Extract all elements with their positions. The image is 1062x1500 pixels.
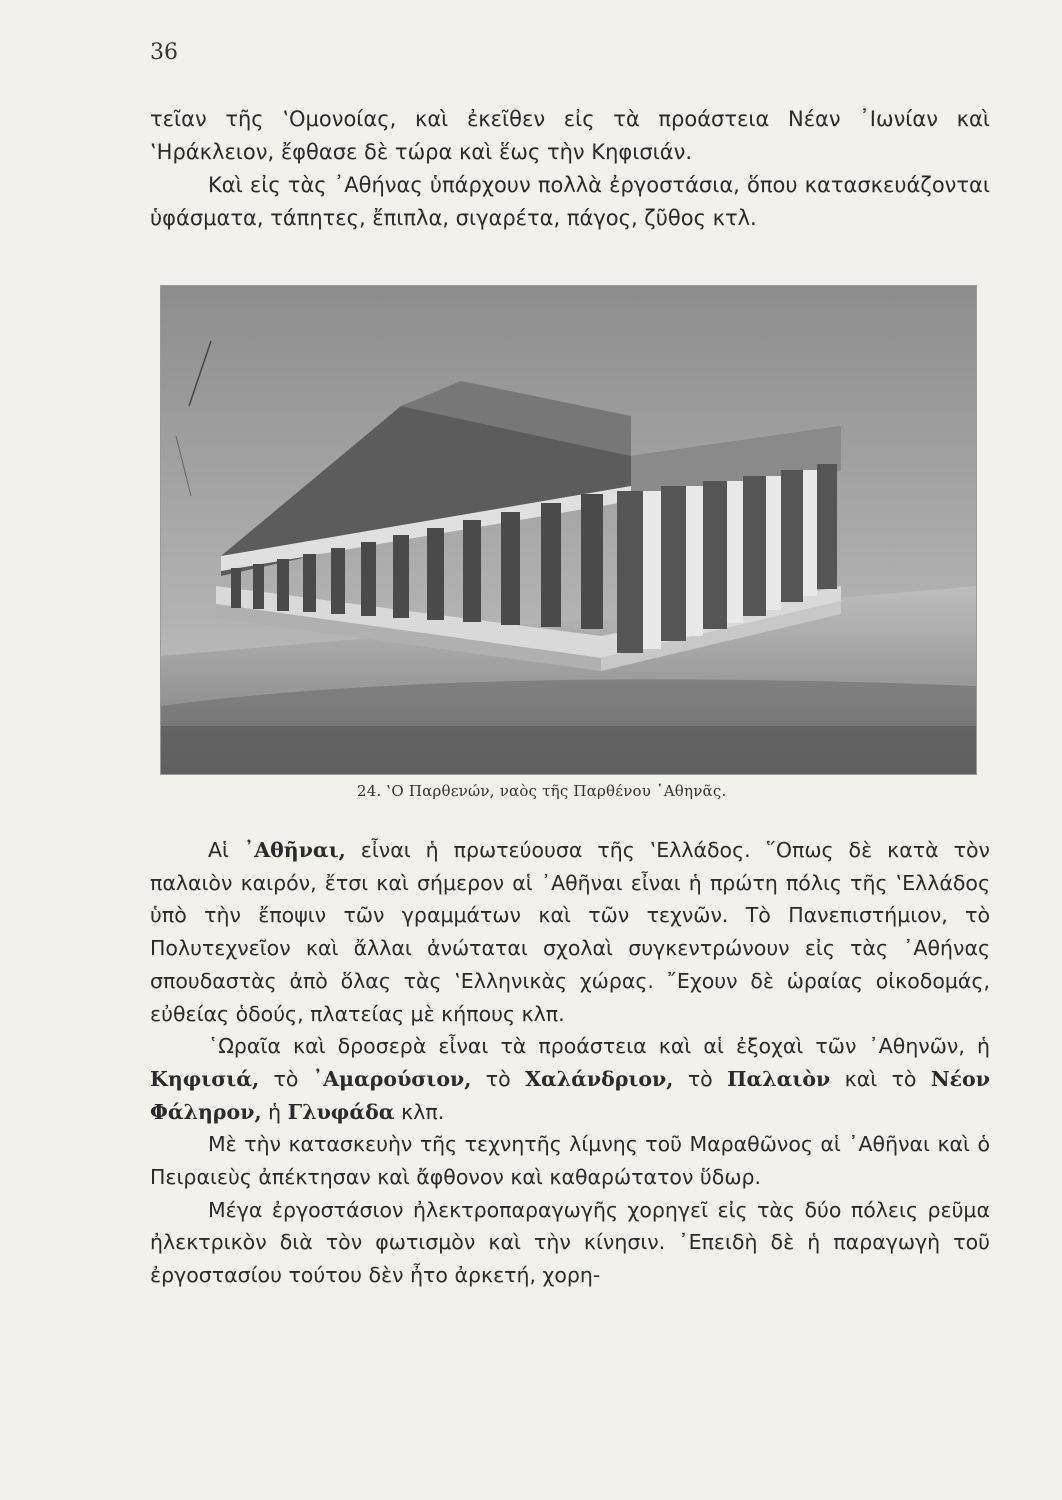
p4-text-5: καὶ τὸ: [844, 1066, 917, 1091]
athens-term: ᾿Αθῆναι,: [243, 838, 346, 862]
paragraph-1: τεῖαν τῆς ‛Ομονοίας, καὶ ἐκεῖθεν εἰς τὰ προάστεια Νέαν ᾿Ιωνίαν καὶ ‛Ηράκλειον, ἔφθασε δὲ τώρα καὶ ἕως τὴν Κηφισιάν.: [150, 107, 990, 164]
paragraph-3: [150, 834, 990, 1030]
p4-text-1: ῾Ωραῖα καὶ δροσερὰ εἶναι τὰ προάστεια καὶ αἱ ἐξοχαὶ τῶν ᾿Αθηνῶν, ἡ: [208, 1034, 990, 1059]
parthenon-photo: [160, 285, 977, 775]
p4-text-3: τὸ: [485, 1066, 511, 1091]
p4-text-7: κλπ.: [401, 1099, 445, 1124]
p4-text-2: τὸ: [273, 1066, 299, 1091]
p4-text-6: ἡ: [268, 1099, 282, 1124]
paragraph-3-lead: Αἱ: [208, 838, 229, 862]
palaion-term: Παλαιὸν: [727, 1066, 831, 1091]
glyfada-term: Γλυφάδα: [287, 1099, 395, 1124]
paragraph-2: Καὶ εἰς τὰς ᾿Αθήνας ὑπάρχουν πολλὰ ἐργοστάσια, ὅπου κατασκευάζονται ὑφάσματα, τάπητες, ἔπιπλα, σιγαρέτα, πάγος, ζῦθος κτλ.: [150, 173, 990, 230]
neon-faliron-term: Νέον Φάληρον,: [150, 1066, 990, 1124]
paragraph-4: [150, 1030, 990, 1128]
paragraph-3-text: εἶναι ἡ πρωτεύουσα τῆς ‛Ελλάδος. ῞Οπως δὲ κατὰ τὸν παλαιὸν καιρόν, ἔτσι καὶ σήμερον αἱ ᾿Αθῆναι εἶναι ἡ πρώτη πόλις τῆς ‛Ελλάδος ὑπὸ τὴν ἔποψιν τῶν γραμμάτων καὶ τῶν τεχνῶν. Τὸ Πανεπιστήμιον, τὸ Πολυτεχνεῖον καὶ ἄλλαι ἀνώταται σχολαὶ συγκεντρώνουν εἰς τὰς ᾿Αθήνας σπουδαστὰς ἀπὸ ὅλας τὰς ‛Ελληνικὰς χώρας. ῎Εχουν δὲ ὡραίας οἰκοδομάς, εὐθείας ὁδούς, πλατείας μὲ κήπους κλπ.: [150, 838, 990, 1026]
chalandrion-term: Χαλάνδριον,: [525, 1066, 674, 1091]
kifisia-term: Κηφισιά,: [150, 1066, 260, 1091]
page-number: 36: [150, 40, 178, 65]
top-text-block: [150, 103, 990, 235]
bottom-text-block: [150, 834, 990, 1292]
paragraph-6: Μέγα ἐργοστάσιον ἠλεκτροπαραγωγῆς χορηγεῖ εἰς τὰς δύο πόλεις ρεῦμα ἠλεκτρικὸν διὰ τὸν φωτισμὸν καὶ τὴν κίνησιν. ᾿Επειδὴ δὲ ἡ παραγωγὴ τοῦ ἐργοστασίου τούτου δὲν ἦτο ἀρκετή, χορη-: [150, 1197, 990, 1288]
figure-caption: 24. ‛Ο Παρθενών, ναὸς τῆς Παρθένου ᾿Αθηνᾶς.: [357, 782, 727, 800]
amarousion-term: ᾿Αμαρούσιον,: [312, 1066, 472, 1091]
p4-text-4: τὸ: [687, 1066, 713, 1091]
paragraph-5: Μὲ τὴν κατασκευὴν τῆς τεχνητῆς λίμνης τοῦ Μαραθῶνος αἱ ᾿Αθῆναι καὶ ὁ Πειραιεὺς ἀπέκτησαν καὶ ἄφθονον καὶ καθαρώτατον ὕδωρ.: [150, 1132, 990, 1190]
parthenon-illustration: [161, 286, 976, 774]
